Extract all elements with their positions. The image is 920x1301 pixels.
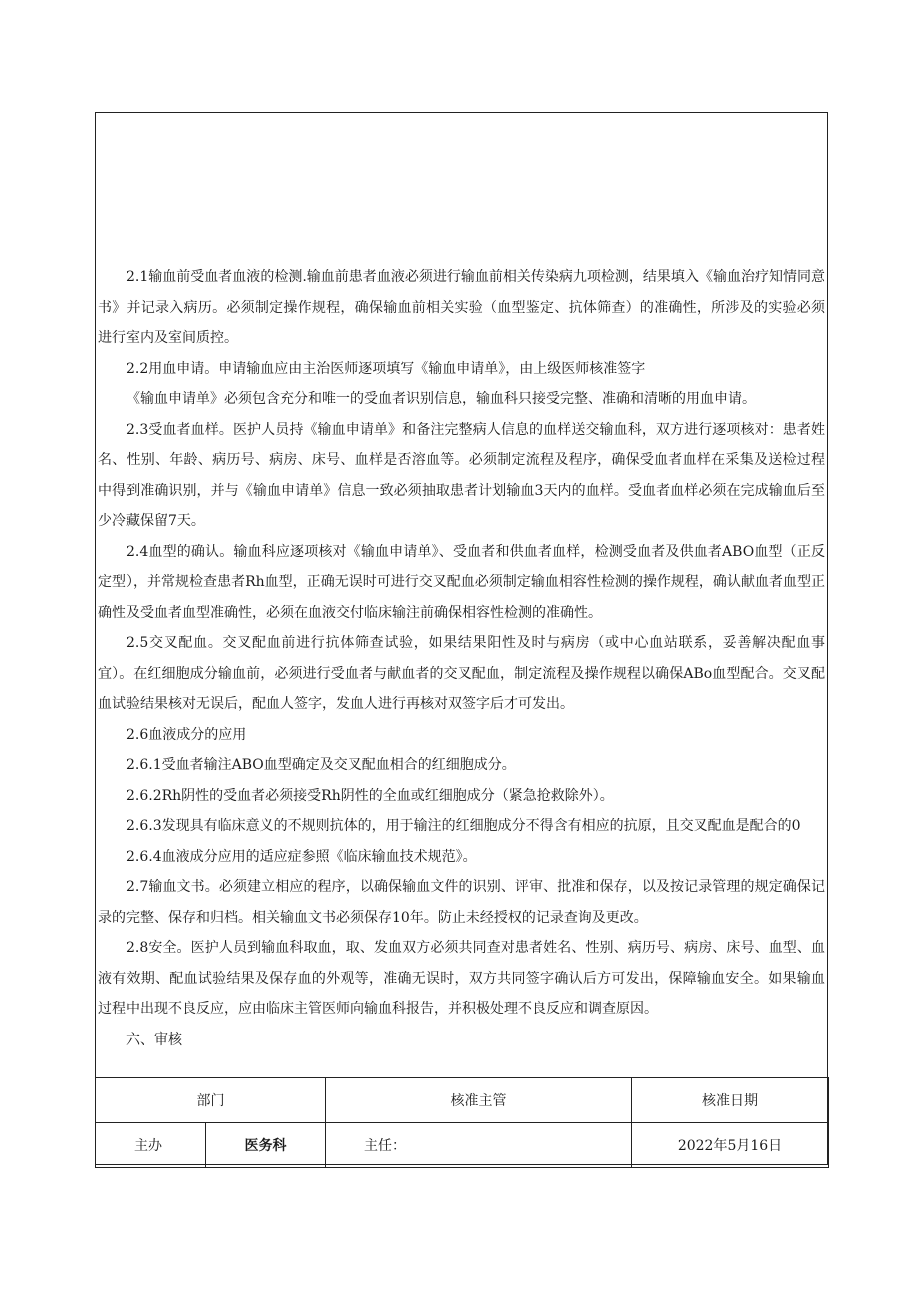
paragraph-2-6-3: 2.6.3发现具有临床意义的不规则抗体的，用于输注的红细胞成分不得含有相应的抗原，且交叉配血是配合的0	[126, 818, 801, 834]
header-department: 部门	[96, 1078, 326, 1123]
approval-table-header-row	[96, 1078, 829, 1123]
approval-table-row	[96, 1123, 829, 1168]
paragraph-2-2: 2.2用血申请。申请输血应由主治医师逐项填写《输血申请单》，由上级医师核准签字	[126, 360, 646, 377]
paragraph-2-6-4: 2.6.4血液成分应用的适应症参照《临床输血技术规范》。	[126, 848, 477, 865]
paragraph-2-4: 2.4血型的确认。输血科应逐项核对《输血申请单》、受血者和供血者血样，检测受血者及供血者ABO血型（正反定型），并常规检查患者Rh血型，正确无误时可进行交叉配血必须制定输血相容性检测的操作规程，确认献血者血型正确性及受血者血型准确性，必须在血液交付临床输注前确保相容性检测的准确性。	[98, 543, 825, 621]
section-heading-review: 六、审核	[126, 1031, 182, 1048]
paragraph-2-6-1: 2.6.1受血者输注ABO血型确定及交叉配血相合的红细胞成分。	[126, 757, 516, 773]
cell-department: 医务科	[206, 1123, 326, 1168]
paragraph-2-6-2: 2.6.2Rh阴性的受血者必须接受Rh阴性的全血或红细胞成分（紧急抢救除外）。	[126, 787, 614, 804]
paragraph-2-7: 2.7输血文书。必须建立相应的程序，以确保输血文件的识别、评审、批准和保存，以及按记录管理的规定确保记录的完整、保存和归档。相关输血文书必须保存10年。防止未经授权的记录查询及更改。	[98, 879, 825, 926]
approval-table	[95, 1077, 829, 1168]
header-approving-supervisor: 核准主管	[326, 1078, 632, 1123]
paragraph-2-2-note: 《输血申请单》必须包含充分和唯一的受血者识别信息，输血科只接受完整、准确和清晰的用血申请。	[126, 391, 756, 407]
paragraph-2-6: 2.6血液成分的应用	[126, 726, 247, 743]
paragraph-2-3: 2.3受血者血样。医护人员持《输血申请单》和备注完整病人信息的血样送交输血科，双方进行逐项核对：患者姓名、性别、年龄、病历号、病房、床号、血样是否溶血等。必须制定流程及程序，确保受血者血样在采集及送检过程中得到准确识别，并与《输血申请单》信息一致必须抽取患者计划输血3天内的血样。受血者血样必须在完成输血后至少冷藏保留7天。	[98, 421, 825, 529]
cell-supervisor: 主任：	[326, 1123, 632, 1168]
paragraph-2-5: 2.5交叉配血。交叉配血前进行抗体筛查试验，如果结果阳性及时与病房（或中心血站联系，妥善解决配血事宜）。在红细胞成分输血前，必须进行受血者与献血者的交叉配血，制定流程及操作规程以确保ABo血型配合。交叉配血试验结果核对无误后，配血人签字，发血人进行再核对双签字后才可发出。	[98, 635, 825, 712]
header-approval-date: 核准日期	[632, 1078, 829, 1123]
cell-role: 主办	[96, 1123, 206, 1168]
paragraph-2-1: 2.1输血前受血者血液的检测.输血前患者血液必须进行输血前相关传染病九项检测，结果填入《输血治疗知情同意书》并记录入病历。必须制定操作规程，确保输血前相关实验（血型鉴定、抗体筛查）的准确性，所涉及的实验必须进行室内及室间质控。	[98, 269, 825, 346]
paragraph-2-8: 2.8安全。医护人员到输血科取血，取、发血双方必须共同查对患者姓名、性别、病历号、病房、床号、血型、血液有效期、配血试验结果及保存血的外观等，准确无误时，双方共同签字确认后方可发出，保障输血安全。如果输血过程中出现不良反应，应由临床主管医师向输血科报告，并积极处理不良反应和调查原因。	[98, 940, 825, 1017]
document-body	[95, 262, 828, 1055]
cell-date: 2022年5月16日	[632, 1123, 829, 1168]
